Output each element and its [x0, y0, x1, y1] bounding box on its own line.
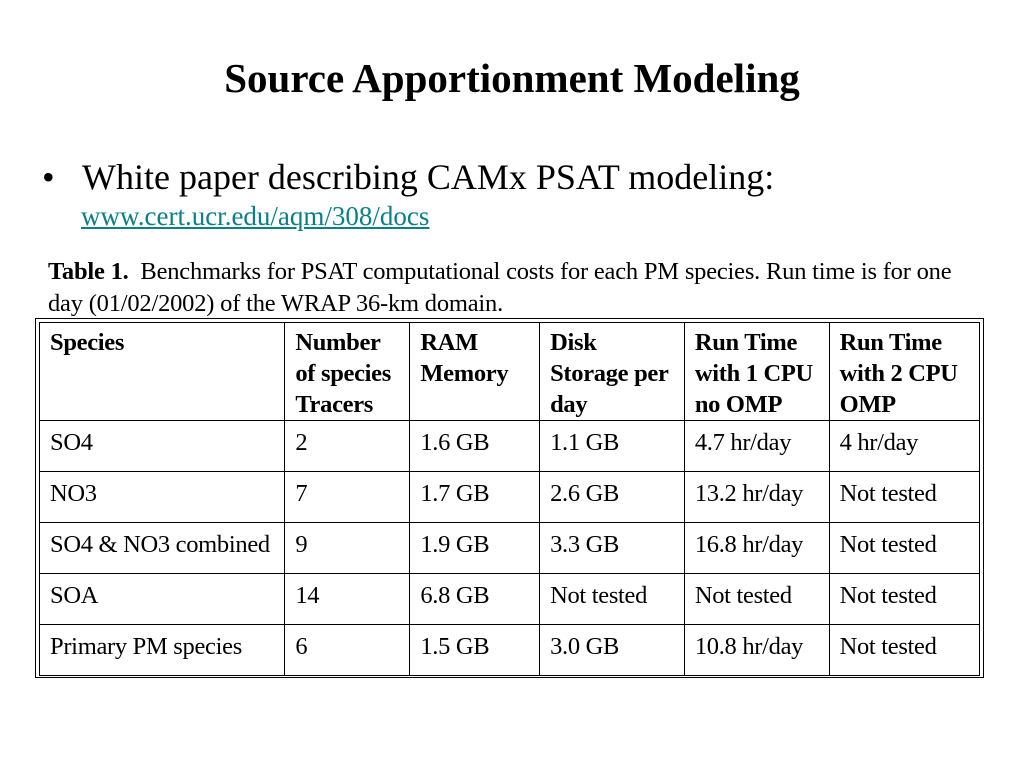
table-cell: Primary PM species — [40, 625, 285, 676]
table-row — [40, 625, 980, 676]
table-row — [40, 523, 980, 574]
table-cell: 6.8 GB — [410, 574, 540, 625]
table-cell: 2.6 GB — [540, 472, 685, 523]
table-cell: 1.9 GB — [410, 523, 540, 574]
table-cell: Not tested — [540, 574, 685, 625]
column-header: Species — [40, 323, 285, 421]
table-cell: Not tested — [829, 625, 979, 676]
table-cell: 7 — [285, 472, 410, 523]
table-caption — [48, 256, 988, 320]
caption-label: Table 1. — [48, 258, 129, 285]
benchmark-table-frame — [35, 318, 984, 678]
column-header: Run Time with 1 CPU no OMP — [684, 323, 829, 421]
column-header: Run Time with 2 CPU OMP — [829, 323, 979, 421]
bullet-icon: • — [42, 157, 55, 197]
table-row — [40, 574, 980, 625]
table-cell: SOA — [40, 574, 285, 625]
table-cell: 13.2 hr/day — [684, 472, 829, 523]
table-cell: 4.7 hr/day — [684, 421, 829, 472]
table-row — [40, 421, 980, 472]
table-cell: 1.7 GB — [410, 472, 540, 523]
table-cell: 16.8 hr/day — [684, 523, 829, 574]
table-header-row — [40, 323, 980, 421]
table-cell: 2 — [285, 421, 410, 472]
slide-title: Source Apportionment Modeling — [224, 55, 800, 101]
table-cell: SO4 & NO3 combined — [40, 523, 285, 574]
table-cell: 1.5 GB — [410, 625, 540, 676]
table-cell: Not tested — [829, 574, 979, 625]
table-row — [40, 472, 980, 523]
table-cell: NO3 — [40, 472, 285, 523]
table-cell: 1.6 GB — [410, 421, 540, 472]
table-cell: Not tested — [829, 523, 979, 574]
table-cell: 4 hr/day — [829, 421, 979, 472]
table-cell: Not tested — [829, 472, 979, 523]
bullet-text: White paper describing CAMx PSAT modeling: — [82, 157, 775, 197]
table-cell: 3.0 GB — [540, 625, 685, 676]
column-header: Number of species Tracers — [285, 323, 410, 421]
benchmark-table — [39, 322, 980, 676]
docs-link[interactable]: www.cert.ucr.edu/aqm/308/docs — [81, 201, 430, 231]
table-cell: 10.8 hr/day — [684, 625, 829, 676]
table-cell: 3.3 GB — [540, 523, 685, 574]
caption-text: Benchmarks for PSAT computational costs for each PM species. Run time is for one day (01/02/2002) of the WRAP 36-km domain. — [48, 258, 952, 317]
column-header: RAM Memory — [410, 323, 540, 421]
table-cell: 6 — [285, 625, 410, 676]
table-cell: 9 — [285, 523, 410, 574]
table-cell: SO4 — [40, 421, 285, 472]
column-header: Disk Storage per day — [540, 323, 685, 421]
table-cell: Not tested — [684, 574, 829, 625]
table-cell: 14 — [285, 574, 410, 625]
table-cell: 1.1 GB — [540, 421, 685, 472]
